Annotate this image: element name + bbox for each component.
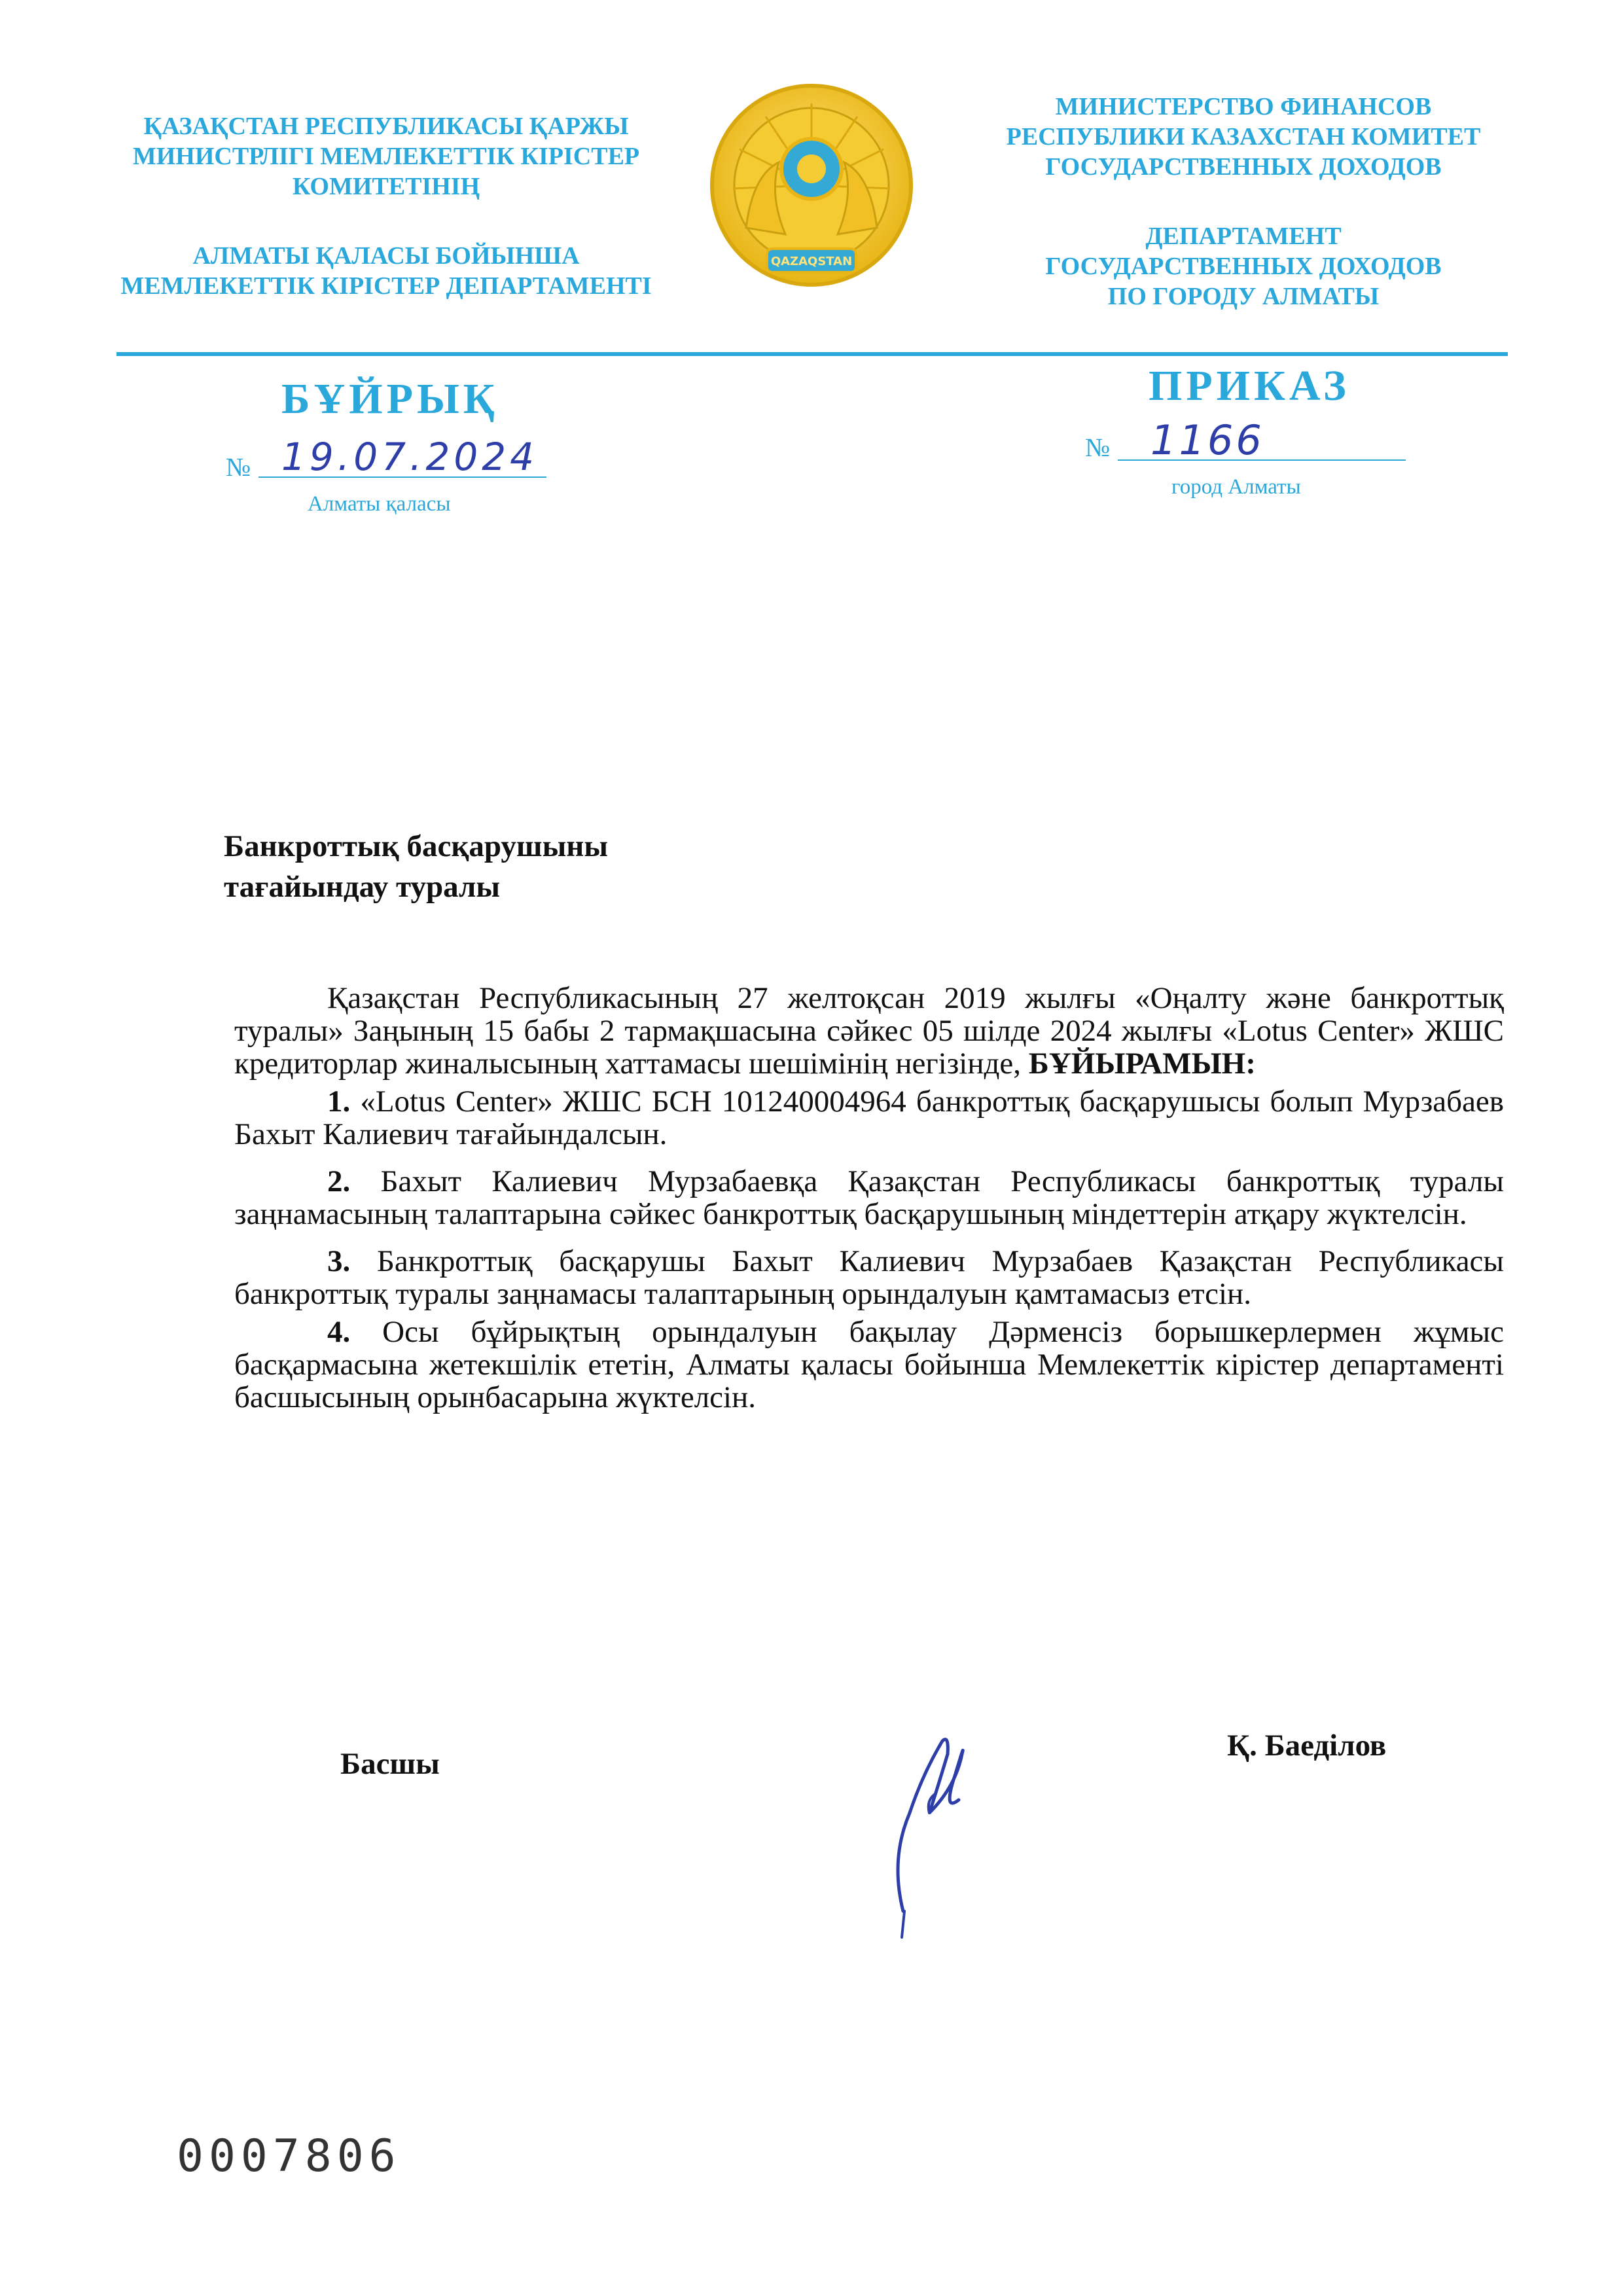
order-item: [234, 1316, 1504, 1414]
item-text: Банкроттық басқарушы Бахыт Калиевич Мурзабаев Қазақстан Республикасы банкроттық туралы заңнамасы талаптарының орындалуын қамтамасыз етсін.: [234, 1244, 1504, 1311]
order-body: [234, 982, 1504, 1419]
order-item: [234, 1085, 1504, 1151]
header-right-ru: [955, 92, 1531, 312]
intro-text: Қазақстан Республикасының 27 желтоқсан 2019 жылғы «Оңалту және банкроттық туралы» Заңының 15 бабы 2 тармақшасына сәйкес 05 шілде 2024 жылғы «Lotus Center» ЖШС кредиторлар жиналысының хаттамасы шешімінің негізінде,: [234, 981, 1504, 1081]
header-right-line: ГОСУДАРСТВЕННЫХ ДОХОДОВ: [1045, 253, 1442, 280]
handwritten-order-number: 1166: [1150, 416, 1264, 464]
header-left-kz: [98, 111, 674, 301]
order-item: [234, 1245, 1504, 1310]
order-label-ru: ПРИКАЗ: [1149, 362, 1350, 410]
city-kz: Алматы қаласы: [308, 492, 451, 516]
header-left-line: КОМИТЕТІНІҢ: [292, 173, 480, 200]
city-ru: город Алматы: [1171, 475, 1301, 499]
header-right-line: ГОСУДАРСТВЕННЫХ ДОХОДОВ: [1045, 153, 1442, 181]
order-label-kz: БҰЙРЫҚ: [281, 375, 499, 423]
header-left-line: АЛМАТЫ ҚАЛАСЫ БОЙЫНША: [192, 242, 580, 270]
header-left-line: МЕМЛЕКЕТТІК КІРІСТЕР ДЕПАРТАМЕНТІ: [120, 272, 652, 300]
header-right-line: МИНИСТЕРСТВО ФИНАНСОВ: [1055, 93, 1432, 120]
header-divider: [116, 352, 1508, 356]
order-item: [234, 1165, 1504, 1230]
item-text: Осы бұйрықтың орындалуын бақылау Дәрменсіз борышкерлермен жұмыс басқармасына жетекшілік ететін, Алматы қаласы бойынша Мемлекеттік кірістер департаменті басшысының орынбасарына жүктелсін.: [234, 1315, 1504, 1414]
item-number: 1.: [327, 1085, 351, 1119]
item-text: «Lotus Center» ЖШС БСН 101240004964 банкроттық басқарушысы болып Мурзабаев Бахыт Калиевич тағайындалсын.: [234, 1085, 1504, 1151]
signatory-title: Басшы: [340, 1747, 440, 1781]
document-serial-number: 0007806: [177, 2130, 401, 2182]
header-right-line: ДЕПАРТАМЕНТ: [1145, 223, 1342, 250]
order-keyword: БҰЙЫРАМЫН:: [1028, 1047, 1256, 1081]
handwritten-date: 19.07.2024: [281, 435, 539, 479]
header-right-line: ПО ГОРОДУ АЛМАТЫ: [1107, 283, 1380, 310]
header-right-line: РЕСПУБЛИКИ КАЗАХСТАН КОМИТЕТ: [1006, 123, 1481, 151]
svg-text:QAZAQSTAN: QAZAQSTAN: [770, 255, 853, 268]
state-emblem-icon: [707, 77, 916, 296]
header-left-line: ҚАЗАҚСТАН РЕСПУБЛИКАСЫ ҚАРЖЫ: [143, 113, 629, 140]
subject-line: тағайындау туралы: [224, 870, 501, 904]
order-subject: [224, 826, 608, 907]
intro-paragraph: [234, 982, 1504, 1080]
signatory-name: Қ. Баеділов: [1227, 1729, 1387, 1763]
number-sign-kz: №: [226, 452, 251, 482]
subject-line: Банкроттық басқарушыны: [224, 829, 609, 863]
number-sign-ru: №: [1085, 433, 1111, 462]
item-number: 3.: [327, 1244, 351, 1278]
item-number: 4.: [327, 1315, 351, 1349]
header-left-line: МИНИСТРЛІГІ МЕМЛЕКЕТТІК КІРІСТЕР: [132, 143, 640, 170]
handwritten-signature: [864, 1715, 995, 1950]
item-number: 2.: [327, 1164, 351, 1198]
item-text: Бахыт Калиевич Мурзабаевқа Қазақстан Республикасы банкроттық туралы заңнамасының талаптарына сәйкес банкроттық басқарушының міндеттерін атқару жүктелсін.: [234, 1164, 1504, 1231]
